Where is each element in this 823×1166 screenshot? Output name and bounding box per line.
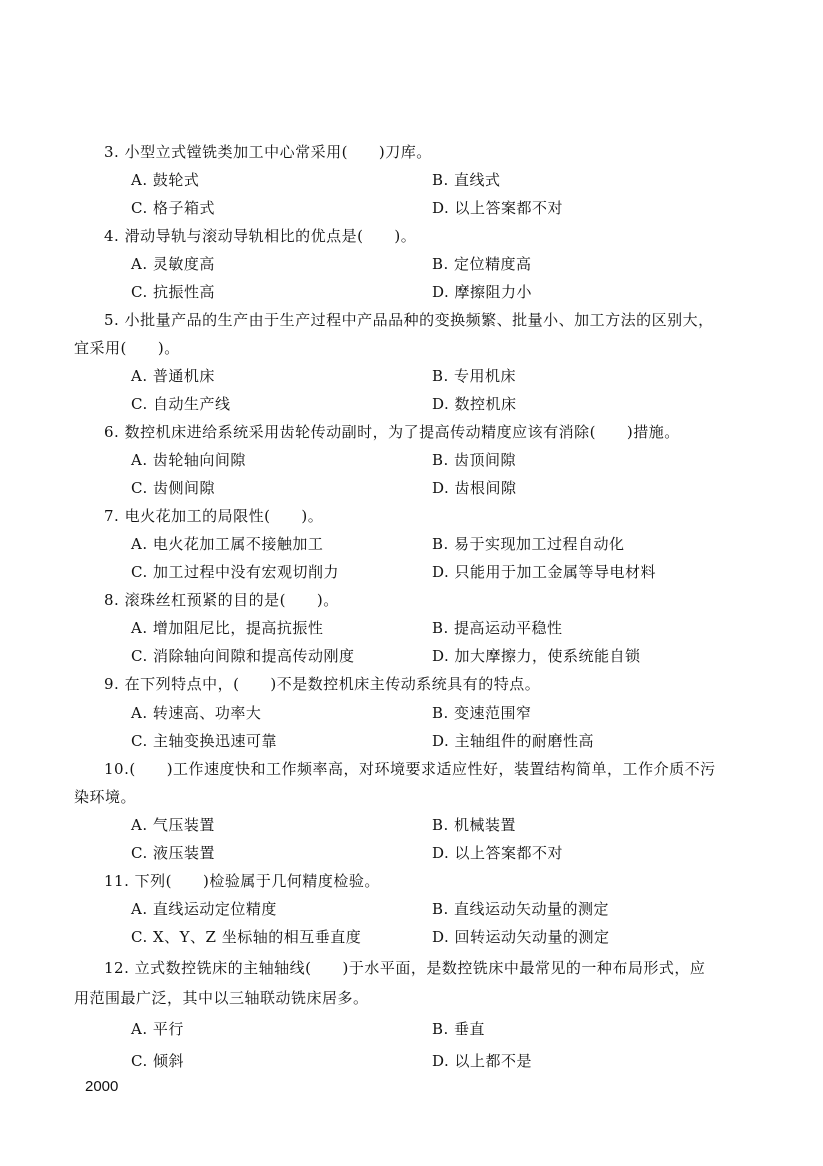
- question-5-stem: 5. 小批量产品的生产由于生产过程中产品品种的变换频繁、批量小、加工方法的区别大，: [104, 311, 714, 329]
- question-12-option-a: A. 平行: [131, 1020, 184, 1038]
- question-6-option-d: D. 齿根间隙: [432, 479, 517, 497]
- question-5-stem-cont: 宜采用( )。: [74, 339, 180, 357]
- question-9-option-c: C. 主轴变换迅速可靠: [131, 732, 277, 750]
- question-3-option-d: D. 以上答案都不对: [432, 199, 564, 217]
- question-6-option-a: A. 齿轮轴向间隙: [131, 451, 246, 469]
- question-3-option-b: B. 直线式: [432, 171, 501, 189]
- question-12-option-d: D. 以上都不是: [432, 1052, 533, 1070]
- question-10-option-d: D. 以上答案都不对: [432, 844, 564, 862]
- question-10-option-b: B. 机械装置: [432, 816, 517, 834]
- question-9-option-b: B. 变速范围窄: [432, 704, 532, 722]
- question-6-option-b: B. 齿顶间隙: [432, 451, 517, 469]
- question-4-option-b: B. 定位精度高: [432, 255, 532, 273]
- question-5-option-c: C. 自动生产线: [131, 395, 231, 413]
- question-4-option-a: A. 灵敏度高: [131, 255, 215, 273]
- question-8-option-c: C. 消除轴向间隙和提高传动刚度: [131, 647, 355, 665]
- question-9-stem: 9. 在下列特点中，( )不是数控机床主传动系统具有的特点。: [104, 675, 541, 693]
- question-9-option-d: D. 主轴组件的耐磨性高: [432, 732, 595, 750]
- question-7-option-a: A. 电火花加工属不接触加工: [131, 535, 324, 553]
- question-8-stem: 8. 滚珠丝杠预紧的目的是( )。: [104, 591, 339, 609]
- question-4-option-d: D. 摩擦阻力小: [432, 283, 533, 301]
- question-5-option-b: B. 专用机床: [432, 367, 517, 385]
- question-7-option-b: B. 易于实现加工过程自动化: [432, 535, 625, 553]
- question-5-option-a: A. 普通机床: [131, 367, 215, 385]
- question-10-stem: 10.( )工作速度快和工作频率高，对环境要求适应性好，装置结构简单，工作介质不污: [104, 760, 716, 778]
- question-3-option-a: A. 鼓轮式: [131, 171, 200, 189]
- question-11-option-d: D. 回转运动矢动量的测定: [432, 928, 610, 946]
- question-9-option-a: A. 转速高、功率大: [131, 704, 262, 722]
- question-12-option-b: B. 垂直: [432, 1020, 486, 1038]
- question-4-option-c: C. 抗振性高: [131, 283, 215, 301]
- question-7-option-c: C. 加工过程中没有宏观切削力: [131, 563, 339, 581]
- question-6-stem: 6. 数控机床进给系统采用齿轮传动副时，为了提高传动精度应该有消除( )措施。: [104, 423, 680, 441]
- question-10-option-a: A. 气压装置: [131, 816, 215, 834]
- question-5-option-d: D. 数控机床: [432, 395, 517, 413]
- question-7-stem: 7. 电火花加工的局限性( )。: [104, 507, 324, 525]
- question-11-option-a: A. 直线运动定位精度: [131, 900, 277, 918]
- question-11-option-c: C. X、Y、Z 坐标轴的相互垂直度: [131, 928, 362, 946]
- question-3-stem: 3. 小型立式镗铣类加工中心常采用( )刀库。: [104, 143, 432, 161]
- page-number: 2000: [85, 1078, 119, 1095]
- question-3-option-c: C. 格子箱式: [131, 199, 215, 217]
- question-10-option-c: C. 液压装置: [131, 844, 215, 862]
- question-12-option-c: C. 倾斜: [131, 1052, 184, 1070]
- question-11-stem: 11. 下列( )检验属于几何精度检验。: [104, 872, 380, 890]
- question-4-stem: 4. 滑动导轨与滚动导轨相比的优点是( )。: [104, 227, 417, 245]
- question-11-option-b: B. 直线运动矢动量的测定: [432, 900, 610, 918]
- question-8-option-a: A. 增加阻尼比，提高抗振性: [131, 619, 324, 637]
- question-10-stem-cont: 染环境。: [74, 788, 137, 806]
- question-6-option-c: C. 齿侧间隙: [131, 479, 215, 497]
- question-12-stem: 12. 立式数控铣床的主轴轴线( )于水平面，是数控铣床中最常见的一种布局形式，应: [104, 959, 706, 977]
- question-8-option-d: D. 加大摩擦力，使系统能自锁: [432, 647, 641, 665]
- question-8-option-b: B. 提高运动平稳性: [432, 619, 563, 637]
- question-7-option-d: D. 只能用于加工金属等导电材料: [432, 563, 657, 581]
- question-12-stem-cont: 用范围最广泛，其中以三轴联动铣床居多。: [74, 989, 369, 1007]
